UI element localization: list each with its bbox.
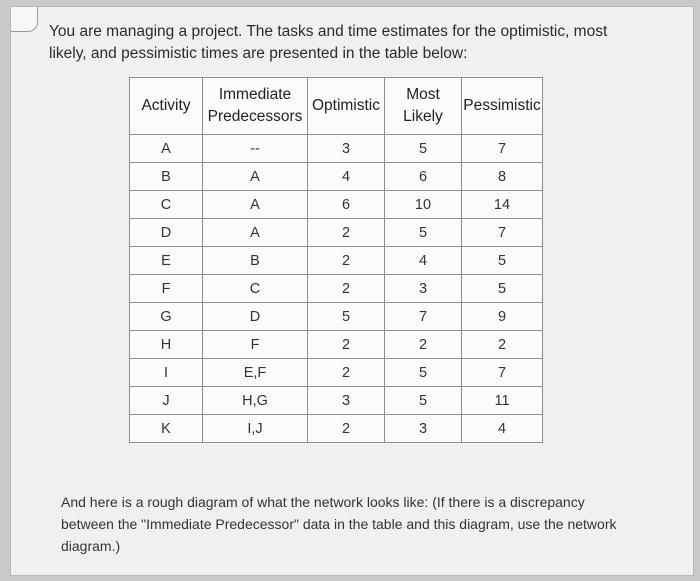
- cell-pessimistic: 5: [462, 275, 543, 303]
- cell-most-likely: 6: [385, 163, 462, 191]
- intro-text: You are managing a project. The tasks and time estimates for the optimistic, most likely, and pessimistic times are presented in the table below:: [49, 23, 608, 62]
- cell-pessimistic: 8: [462, 163, 543, 191]
- cell-most-likely: 10: [385, 191, 462, 219]
- cell-optimistic: 3: [308, 387, 385, 415]
- cell-activity: F: [130, 275, 203, 303]
- cell-activity: D: [130, 219, 203, 247]
- cell-predecessors: I,J: [203, 415, 308, 443]
- table-row: [130, 387, 543, 415]
- cell-predecessors: F: [203, 331, 308, 359]
- cell-activity: A: [130, 135, 203, 163]
- cell-most-likely: 7: [385, 303, 462, 331]
- cell-optimistic: 2: [308, 219, 385, 247]
- cell-optimistic: 6: [308, 191, 385, 219]
- cell-predecessors: B: [203, 247, 308, 275]
- table-row: [130, 191, 543, 219]
- cell-activity: G: [130, 303, 203, 331]
- header-most-likely: Most Likely: [385, 78, 462, 135]
- cell-pessimistic: 7: [462, 359, 543, 387]
- table-row: [130, 359, 543, 387]
- cell-most-likely: 5: [385, 387, 462, 415]
- cell-most-likely: 3: [385, 275, 462, 303]
- cell-pessimistic: 4: [462, 415, 543, 443]
- network-diagram-note: And here is a rough diagram of what the network looks like: (If there is a discrepancy between the "Immediate Predecessor" data in the table and this diagram, use the network diagram.): [61, 494, 617, 554]
- header-immediate-predecessors: Immediate Predecessors: [203, 78, 308, 135]
- cell-activity: J: [130, 387, 203, 415]
- cell-activity: K: [130, 415, 203, 443]
- cell-pessimistic: 7: [462, 219, 543, 247]
- cell-pessimistic: 14: [462, 191, 543, 219]
- table-row: [130, 135, 543, 163]
- cell-pessimistic: 7: [462, 135, 543, 163]
- cell-pessimistic: 11: [462, 387, 543, 415]
- table-row: [130, 163, 543, 191]
- table-row: [130, 219, 543, 247]
- cell-activity: H: [130, 331, 203, 359]
- cell-most-likely: 3: [385, 415, 462, 443]
- cell-activity: C: [130, 191, 203, 219]
- cell-most-likely: 4: [385, 247, 462, 275]
- task-estimates-table: [129, 77, 543, 443]
- cell-most-likely: 5: [385, 219, 462, 247]
- cell-predecessors: A: [203, 191, 308, 219]
- cell-optimistic: 2: [308, 415, 385, 443]
- cell-pessimistic: 5: [462, 247, 543, 275]
- cell-most-likely: 5: [385, 359, 462, 387]
- cell-activity: B: [130, 163, 203, 191]
- cell-optimistic: 5: [308, 303, 385, 331]
- cell-optimistic: 3: [308, 135, 385, 163]
- cell-activity: E: [130, 247, 203, 275]
- cell-activity: I: [130, 359, 203, 387]
- table-row: [130, 303, 543, 331]
- header-pessimistic: Pessimistic: [462, 78, 543, 135]
- cell-predecessors: H,G: [203, 387, 308, 415]
- cell-predecessors: C: [203, 275, 308, 303]
- cell-predecessors: --: [203, 135, 308, 163]
- header-optimistic: Optimistic: [308, 78, 385, 135]
- cell-optimistic: 2: [308, 331, 385, 359]
- cell-predecessors: A: [203, 219, 308, 247]
- page-corner-fold: [11, 7, 38, 32]
- cell-pessimistic: 9: [462, 303, 543, 331]
- cell-predecessors: D: [203, 303, 308, 331]
- cell-predecessors: A: [203, 163, 308, 191]
- header-activity: Activity: [130, 78, 203, 135]
- cell-optimistic: 2: [308, 247, 385, 275]
- cell-predecessors: E,F: [203, 359, 308, 387]
- cell-optimistic: 2: [308, 359, 385, 387]
- cell-optimistic: 4: [308, 163, 385, 191]
- table-row: [130, 331, 543, 359]
- document-page: [10, 6, 694, 576]
- cell-most-likely: 2: [385, 331, 462, 359]
- table-row: [130, 275, 543, 303]
- cell-most-likely: 5: [385, 135, 462, 163]
- cell-pessimistic: 2: [462, 331, 543, 359]
- cell-optimistic: 2: [308, 275, 385, 303]
- table-row: [130, 247, 543, 275]
- table-row: [130, 415, 543, 443]
- table-header-row: [130, 78, 543, 135]
